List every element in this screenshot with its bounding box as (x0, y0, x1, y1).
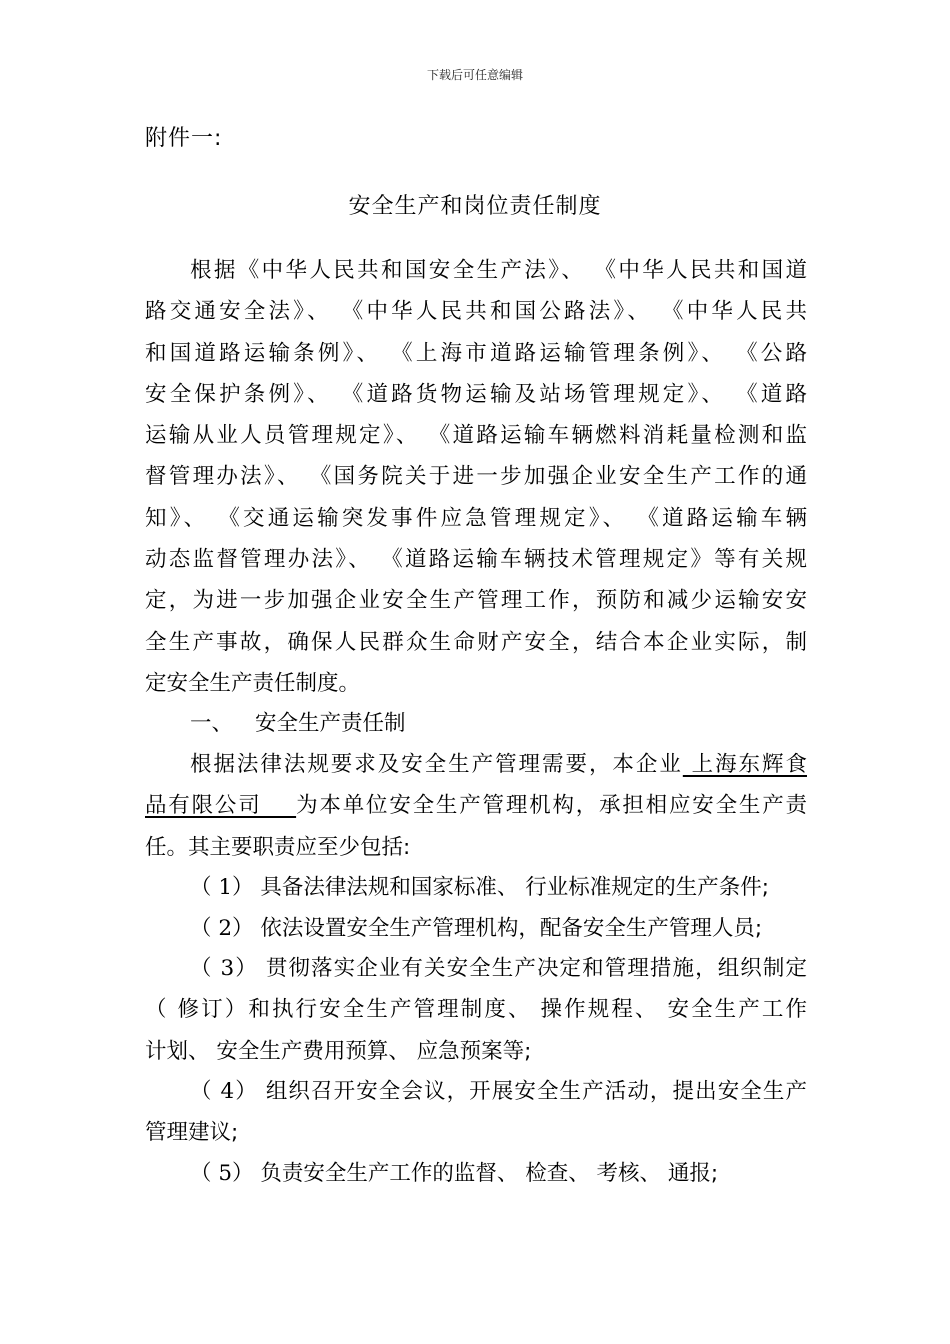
intro-line: 全生产事故，确保人民群众生命财产安全，结合本企业实际，制 (145, 629, 807, 655)
duty-line (145, 1153, 807, 1194)
intro-line: 动态监督管理办法》、 《道路运输车辆技术管理规定》等有关规 (145, 547, 807, 573)
org-line: 任。其主要职责应至少包括: (145, 834, 411, 860)
duty-number: （ 1） (190, 875, 254, 900)
duty-item (145, 908, 807, 949)
org-line-prefix: 根据法律法规要求及安全生产管理需要，本企业 (190, 752, 683, 777)
intro-line: 定，为进一步加强企业安全生产管理工作，预防和减少运输安安 (145, 588, 807, 614)
duty-line: （ 修订）和执行安全生产管理制度、 操作规程、 安全生产工作 (145, 997, 807, 1023)
duty-text: 具备法律法规和国家标准、 行业标准规定的生产条件; (260, 875, 769, 900)
duty-line: 计划、 安全生产费用预算、 应急预案等; (145, 1038, 532, 1064)
document-title: 安全生产和岗位责任制度 (348, 194, 602, 219)
org-paragraph (145, 744, 807, 868)
company-name-cont: 品有限公司 (145, 793, 297, 819)
duty-text: 组织召开安全会议，开展安全生产活动，提出安全生产 (265, 1079, 807, 1104)
intro-line: 知》、 《交通运输突发事件应急管理规定》、 《道路运输车辆 (145, 505, 807, 531)
duty-line (145, 908, 807, 949)
duty-item (145, 948, 807, 1072)
org-line (145, 744, 807, 785)
header-note: 下载后可任意编辑 (426, 68, 523, 82)
intro-line: 和国道路运输条例》、 《上海市道路运输管理条例》、 《公路 (145, 340, 807, 366)
duty-number: （ 4） (190, 1079, 258, 1104)
section-number: 一、 (190, 711, 234, 736)
attachment-label: 附件一: (145, 126, 223, 151)
intro-line: 路交通安全法》、 《中华人民共和国公路法》、 《中华人民共 (145, 299, 807, 325)
duty-text: 负责安全生产工作的监督、 检查、 考核、 通报; (260, 1161, 719, 1186)
duty-number: （ 2） (190, 916, 254, 941)
duty-number: （ 3） (190, 956, 258, 981)
intro-paragraph (145, 250, 807, 704)
duty-item (145, 1153, 807, 1194)
duty-line: 管理建议; (145, 1120, 239, 1146)
intro-line: 运输从业人员管理规定》、 《道路运输车辆燃料消耗量检测和监 (145, 423, 807, 449)
duty-line (145, 948, 807, 989)
duty-item (145, 867, 807, 908)
duty-line (145, 1071, 807, 1112)
intro-line: 督管理办法》、 《国务院关于进一步加强企业安全生产工作的通 (145, 464, 807, 490)
duty-line (145, 867, 807, 908)
org-line-suffix: 为本单位安全生产管理机构，承担相应安全生产责 (296, 793, 807, 819)
duty-text: 依法设置安全生产管理机构，配备安全生产管理人员; (260, 916, 763, 941)
intro-line: 根据《中华人民共和国安全生产法》、 《中华人民共和国道 (190, 258, 807, 283)
section-title: 安全生产责任制 (255, 711, 406, 736)
section-heading (190, 703, 406, 744)
duty-text: 贯彻落实企业有关安全生产决定和管理措施，组织制定 (265, 956, 807, 981)
org-line (145, 785, 807, 826)
company-name: 上海东辉食 (682, 752, 807, 777)
intro-line: 安全保护条例》、 《道路货物运输及站场管理规定》、 《道路 (145, 381, 807, 407)
duty-item (145, 1071, 807, 1154)
intro-line: 定安全生产责任制度。 (145, 670, 361, 696)
duty-number: （ 5） (190, 1161, 254, 1186)
